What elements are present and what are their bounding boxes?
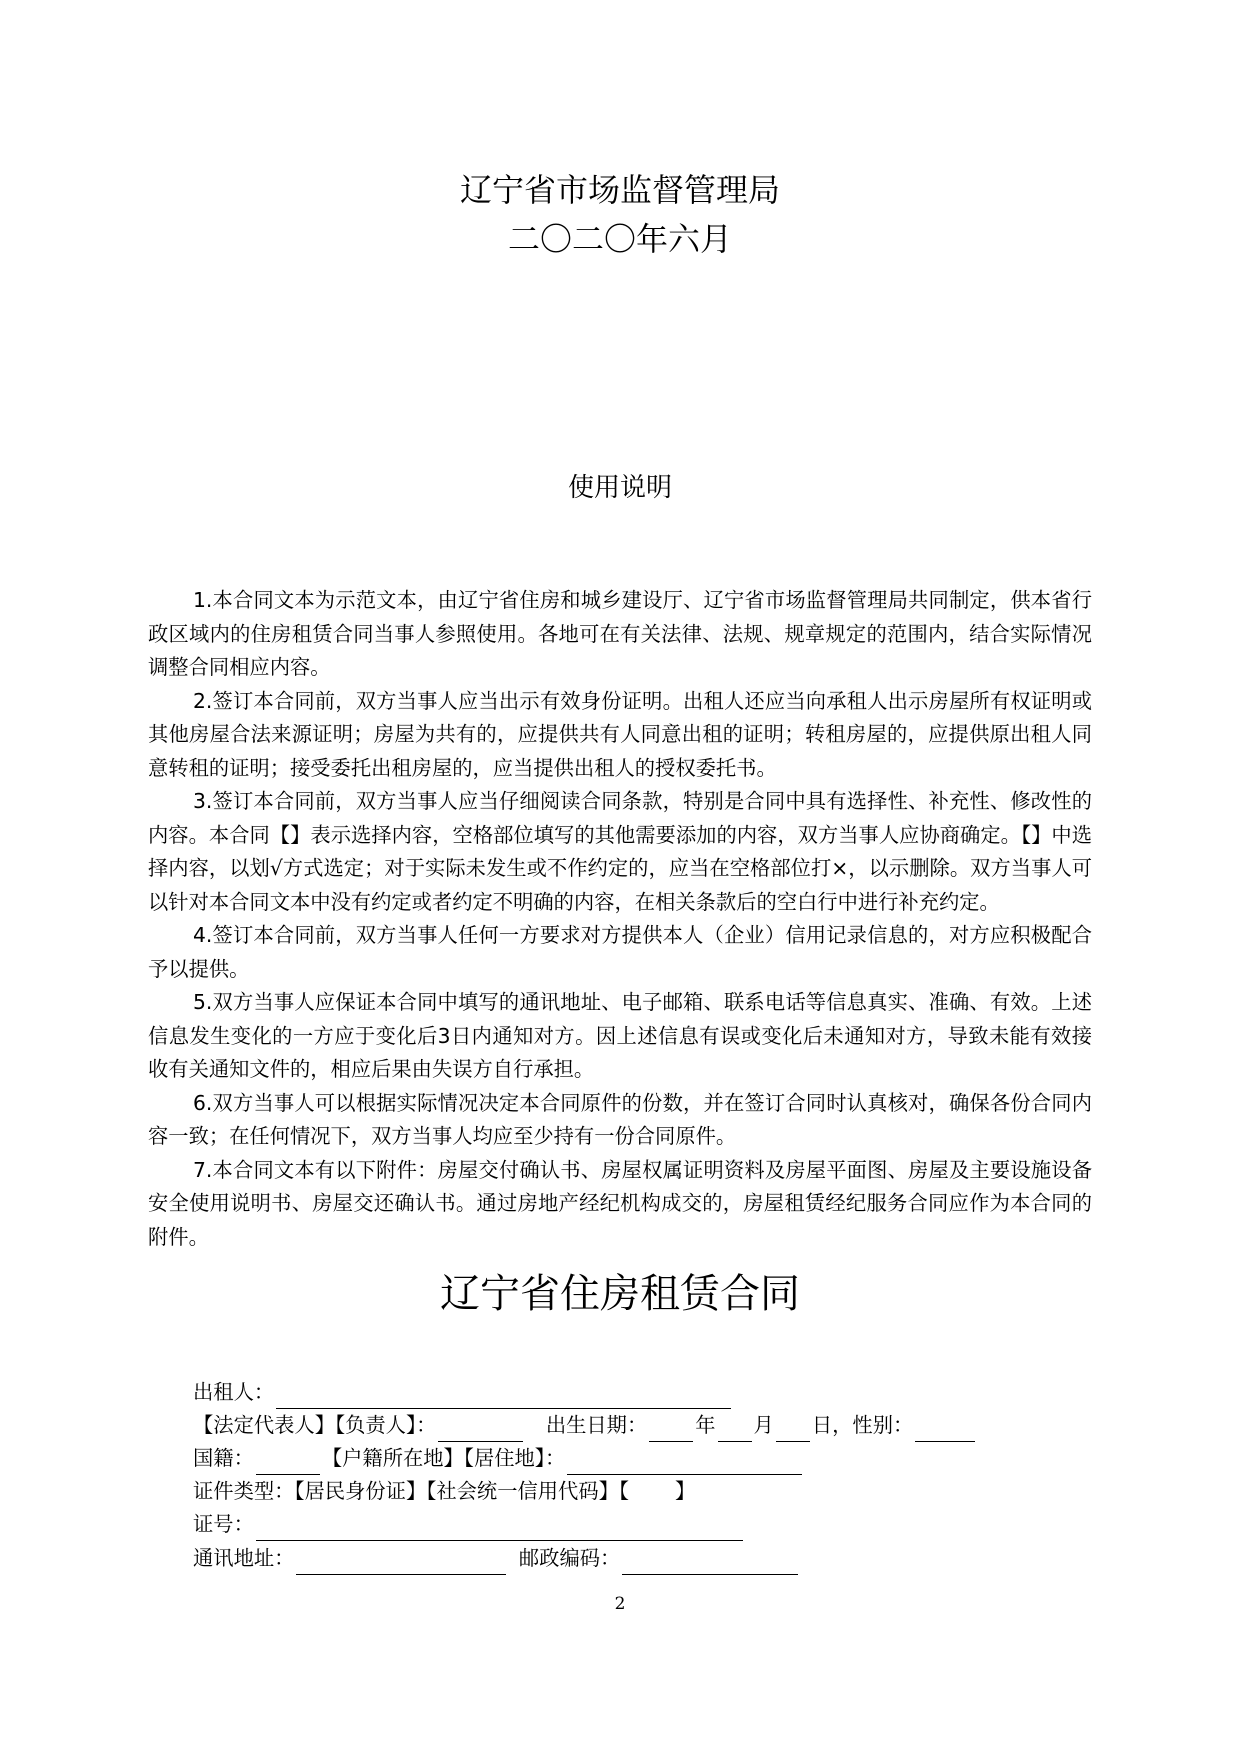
lessor-blank[interactable]	[276, 1382, 731, 1409]
month-label: 月	[753, 1413, 774, 1437]
birth-month-blank[interactable]	[718, 1415, 752, 1442]
instructions-title: 使用说明	[567, 473, 672, 503]
birth-day-blank[interactable]	[776, 1415, 810, 1442]
residence-label: 【户籍所在地】【居住地】：	[321, 1446, 566, 1470]
instruction-item: 7.本合同文本有以下附件：房屋交付确认书、房屋权属证明资料及房屋平面图、房屋及主要设施设备安全使用说明书、房屋交还确认书。通过房地产经纪机构成交的，房屋租赁经纪服务合同应作为本合同的附件。	[148, 1157, 1092, 1249]
id-type-label: 证件类型：【居民身份证】【社会统一信用代码】【	[193, 1479, 630, 1503]
legal-rep-label: 【法定代表人】【负责人】：	[193, 1413, 437, 1437]
issue-date: 二〇二〇年六月	[507, 220, 732, 258]
address-row	[193, 1541, 800, 1575]
nationality-row	[193, 1441, 804, 1475]
year-label: 年	[695, 1413, 716, 1437]
id-number-blank[interactable]	[256, 1514, 743, 1541]
gender-blank[interactable]	[915, 1415, 975, 1442]
instruction-item: 5.双方当事人应保证本合同中填写的通讯地址、电子邮箱、联系电话等信息真实、准确、有效。上述信息发生变化的一方应于变化后3日内通知对方。因上述信息有误或变化后未通知对方，导致未能有效接收有关通知文件的，相应后果由失误方自行承担。	[148, 990, 1092, 1081]
issuer-name: 辽宁省市场监督管理局	[459, 171, 780, 209]
postcode-label: 邮政编码：	[518, 1546, 621, 1570]
legal-rep-blank[interactable]	[438, 1415, 523, 1442]
id-number-label: 证号：	[193, 1512, 254, 1536]
instruction-item: 4.签订本合同前，双方当事人任何一方要求对方提供本人（企业）信用记录信息的，对方应积极配合予以提供。	[148, 923, 1092, 981]
nationality-label: 国籍：	[193, 1446, 254, 1470]
lessor-label: 出租人：	[193, 1380, 275, 1404]
residence-blank[interactable]	[567, 1448, 802, 1475]
id-number-row	[193, 1507, 745, 1541]
instructions-list	[148, 584, 1092, 1254]
instruction-item: 2.签订本合同前，双方当事人应当出示有效身份证明。出租人还应当向承租人出示房屋所有权证明或其他房屋合法来源证明；房屋为共有的，应提供共有人同意出租的证明；转租房屋的，应提供原出租人同意转租的证明；接受委托出租房屋的，应当提供出租人的授权委托书。	[148, 688, 1092, 780]
instruction-item: 1.本合同文本为示范文本，由辽宁省住房和城乡建设厅、辽宁省市场监督管理局共同制定，供本省行政区域内的住房租赁合同当事人参照使用。各地可在有关法律、法规、规章规定的范围内，结合实际情况调整合同相应内容。	[148, 588, 1092, 679]
lessor-row	[193, 1375, 733, 1409]
instruction-item: 6.双方当事人可以根据实际情况决定本合同原件的份数，并在签订合同时认真核对，确保各份合同内容一致；在任何情况下，双方当事人均应至少持有一份合同原件。	[148, 1090, 1092, 1148]
id-type-close: 】	[675, 1479, 696, 1503]
contract-title: 辽宁省住房租赁合同	[440, 1271, 800, 1317]
page-number: 2	[614, 1594, 626, 1614]
nationality-blank[interactable]	[256, 1448, 320, 1475]
birth-date-label: 出生日期：	[545, 1413, 648, 1437]
postcode-blank[interactable]	[622, 1548, 798, 1575]
birth-year-blank[interactable]	[649, 1415, 693, 1442]
address-blank[interactable]	[296, 1548, 506, 1575]
instruction-item: 3.签订本合同前，双方当事人应当仔细阅读合同条款，特别是合同中具有选择性、补充性、修改性的内容。本合同【】表示选择内容，空格部位填写的其他需要添加的内容，双方当事人应协商确定。【】中选择内容，以划√方式选定；对于实际未发生或不作约定的，应当在空格部位打×，以示删除。双方当事人可以针对本合同文本中没有约定或者约定不明确的内容，在相关条款后的空白行中进行补充约定。	[148, 789, 1092, 914]
day-gender-label: 日，性别：	[811, 1413, 914, 1437]
address-label: 通讯地址：	[193, 1546, 295, 1570]
id-type-row	[193, 1474, 695, 1508]
legal-rep-row	[193, 1408, 977, 1442]
